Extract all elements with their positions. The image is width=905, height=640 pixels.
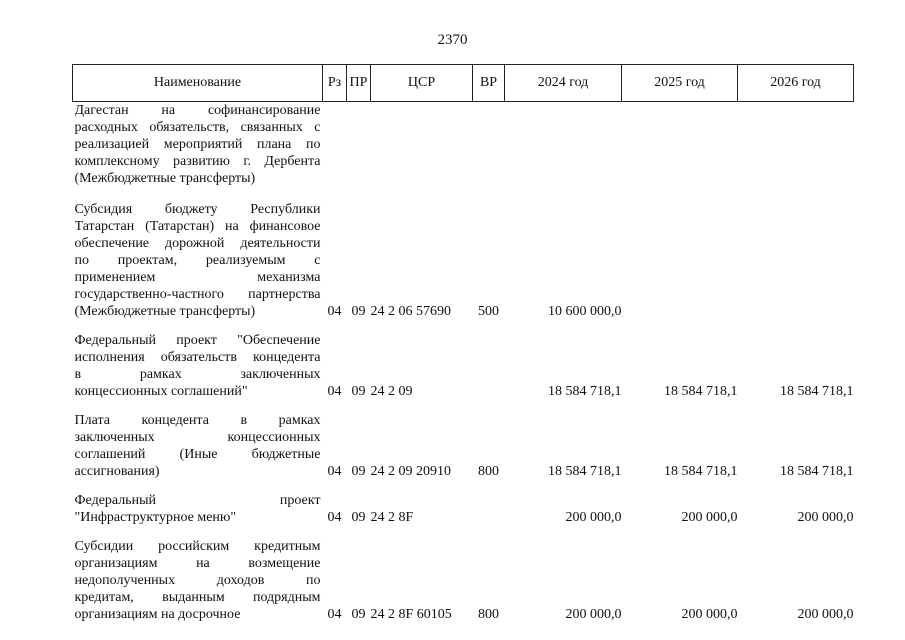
- row-name-line: недополученных доходов по: [74, 573, 321, 588]
- row-csr: 24 2 06 57690: [370, 304, 451, 319]
- row-name-line: ассигнования): [74, 464, 160, 479]
- table-row: [73, 526, 854, 623]
- row-name-line: (Межбюджетные трансферты): [74, 304, 256, 319]
- row-rz: 04: [327, 384, 342, 399]
- row-amount-2024: 18 584 718,1: [548, 464, 622, 479]
- row-vr: 800: [478, 464, 499, 479]
- budget-table-container: [72, 64, 853, 623]
- header-name: Наименование: [73, 65, 323, 102]
- row-amount-2026: [738, 187, 854, 320]
- table-row: [73, 102, 854, 188]
- row-csr: 24 2 8F 60105: [370, 607, 452, 622]
- row-amount-2024: [505, 102, 622, 188]
- row-name-line: по проектам, реализуемым с: [74, 253, 321, 268]
- row-pr: 09: [351, 607, 366, 622]
- row-name-line: соглашений (Иные бюджетные: [74, 447, 321, 462]
- row-name: [73, 102, 323, 188]
- table-body: [73, 102, 854, 624]
- header-2026: 2026 год: [738, 65, 854, 102]
- row-amount-2025: 18 584 718,1: [664, 464, 738, 479]
- row-name-line: (Межбюджетные трансферты): [74, 171, 256, 186]
- row-name-line: в рамках заключенных: [74, 367, 321, 382]
- table-row: [73, 320, 854, 400]
- row-amount-2024: 200 000,0: [565, 607, 622, 622]
- row-amount-2024: 18 584 718,1: [548, 384, 622, 399]
- row-csr: [371, 102, 473, 188]
- row-amount-2025: 200 000,0: [681, 510, 738, 525]
- header-row: [73, 65, 854, 102]
- row-csr: 24 2 09 20910: [370, 464, 451, 479]
- table-row: [73, 400, 854, 480]
- page-number: 2370: [437, 32, 468, 48]
- row-name-line: Федеральный проект "Обеспечение: [74, 333, 321, 348]
- row-name-line: государственно-частного партнерства: [74, 287, 321, 302]
- row-pr: 09: [351, 304, 366, 319]
- row-name-line: Федеральный проект: [74, 493, 321, 508]
- row-name-line: применением механизма: [74, 270, 321, 285]
- row-name-line: Субсидия бюджету Республики: [74, 202, 321, 217]
- row-amount-2026: [738, 102, 854, 188]
- header-rz: Рз: [323, 65, 347, 102]
- row-name-line: Дагестан на софинансирование: [74, 103, 321, 118]
- row-name-line: Плата концедента в рамках: [74, 413, 321, 428]
- row-name-line: Субсидии российским кредитным: [74, 539, 321, 554]
- row-pr: 09: [351, 510, 366, 525]
- row-vr: [473, 102, 505, 188]
- row-vr: 500: [478, 304, 499, 319]
- table-header: [73, 65, 854, 102]
- row-name-line: исполнения обязательств концедента: [74, 350, 321, 365]
- row-csr: 24 2 09: [370, 384, 413, 399]
- row-rz: 04: [327, 510, 342, 525]
- row-name-line: расходных обязательств, связанных с: [74, 120, 321, 135]
- row-name: [73, 320, 323, 400]
- row-csr: 24 2 8F: [370, 510, 414, 525]
- row-amount-2025: [622, 187, 738, 320]
- table-row: [73, 480, 854, 526]
- header-2024: 2024 год: [505, 65, 622, 102]
- row-name-line: "Инфраструктурное меню": [74, 510, 237, 525]
- row-amount-2025: 200 000,0: [681, 607, 738, 622]
- row-name-line: заключенных концессионных: [74, 430, 321, 445]
- row-amount-2024: 10 600 000,0: [548, 304, 622, 319]
- row-vr: [473, 480, 505, 526]
- row-amount-2026: 200 000,0: [797, 510, 854, 525]
- header-vr: ВР: [473, 65, 505, 102]
- row-amount-2026: 18 584 718,1: [780, 464, 854, 479]
- row-rz: 04: [327, 464, 342, 479]
- row-amount-2025: [622, 102, 738, 188]
- row-amount-2026: 200 000,0: [797, 607, 854, 622]
- row-name: [73, 187, 323, 320]
- row-vr: 800: [478, 607, 499, 622]
- row-name-line: концессионных соглашений": [74, 384, 248, 399]
- header-2025: 2025 год: [622, 65, 738, 102]
- header-csr: ЦСР: [371, 65, 473, 102]
- row-name: [73, 480, 323, 526]
- row-name-line: обеспечение дорожной деятельности: [74, 236, 321, 251]
- row-rz: [323, 102, 347, 188]
- row-rz: 04: [327, 304, 342, 319]
- row-amount-2026: 18 584 718,1: [780, 384, 854, 399]
- row-amount-2025: 18 584 718,1: [664, 384, 738, 399]
- row-name-line: организациям на возмещение: [74, 556, 321, 571]
- budget-table: [72, 64, 854, 623]
- row-pr: 09: [351, 384, 366, 399]
- row-name-line: кредитам, выданным подрядным: [74, 590, 321, 605]
- row-name-line: комплексному развитию г. Дербента: [74, 154, 321, 169]
- row-name: [73, 400, 323, 480]
- table-row: [73, 187, 854, 320]
- row-name-line: Татарстан (Татарстан) на финансовое: [74, 219, 321, 234]
- row-amount-2024: 200 000,0: [565, 510, 622, 525]
- row-pr: 09: [351, 464, 366, 479]
- header-pr: ПР: [347, 65, 371, 102]
- row-pr: [347, 102, 371, 188]
- row-vr: [473, 320, 505, 400]
- row-rz: 04: [327, 607, 342, 622]
- row-name: [73, 526, 323, 623]
- row-name-line: реализацией мероприятий плана по: [74, 137, 321, 152]
- row-name-line: организациям на досрочное: [74, 607, 241, 622]
